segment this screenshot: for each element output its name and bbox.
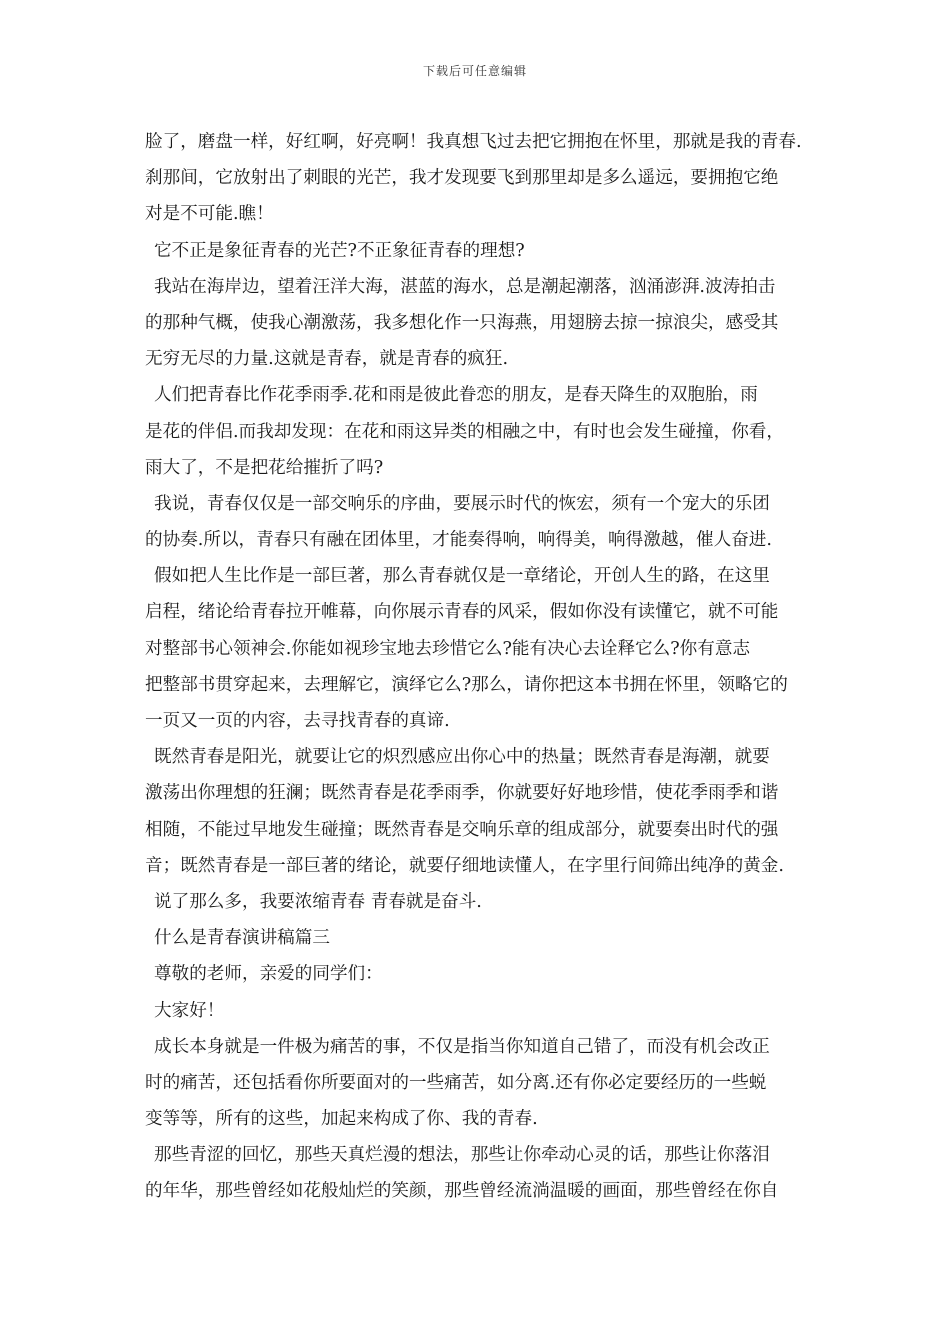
text-line: 相随，不能过早地发生碰撞；既然青春是交响乐章的组成部分，就要奏出时代的强 [145, 819, 779, 840]
page-header: 下载后可任意编辑 [422, 64, 527, 78]
text-line: 的那种气概，使我心潮激荡，我多想化作一只海燕，用翅膀去掠一掠浪尖，感受其 [145, 312, 779, 333]
text-line: 激荡出你理想的狂澜；既然青春是花季雨季，你就要好好地珍惜，使花季雨季和谐 [145, 783, 779, 804]
text-line: 刹那间，它放射出了刺眼的光芒，我才发现要飞到那里却是多么遥远，要拥抱它绝 [145, 168, 779, 189]
document-body [145, 124, 813, 1210]
text-line: 雨大了，不是把花给摧折了吗? [145, 457, 384, 478]
text-line: 时的痛苦，还包括看你所要面对的一些痛苦，如分离.还有你必定要经历的一些蜕 [145, 1072, 767, 1093]
text-line: 那些青涩的回忆，那些天真烂漫的想法，那些让你牵动心灵的话，那些让你落泪 [154, 1145, 770, 1166]
text-line: 脸了，磨盘一样，好红啊，好亮啊！我真想飞过去把它拥抱在怀里，那就是我的青春. [145, 132, 802, 152]
text-line: 启程，绪论给青春拉开帷幕，向你展示青春的风采，假如你没有读懂它，就不可能 [145, 602, 779, 623]
text-line: 无穷无尽的力量.这就是青春，就是青春的疯狂. [145, 349, 509, 370]
text-line: 假如把人生比作是一部巨著，那么青春就仅是一章绪论，开创人生的路，在这里 [154, 566, 770, 587]
text-line: 我说，青春仅仅是一部交响乐的序曲，要展示时代的恢宏，须有一个宠大的乐团 [154, 493, 770, 514]
text-line: 对整部书心领神会.你能如视珍宝地去珍惜它么?能有决心去诠释它么?你有意志 [145, 638, 751, 659]
text-line: 它不正是象征青春的光芒?不正象征青春的理想? [154, 240, 525, 261]
text-line: 我站在海岸边，望着汪洋大海，湛蓝的海水，总是潮起潮落，汹涌澎湃.波涛拍击 [154, 276, 776, 297]
text-line: 人们把青春比作花季雨季.花和雨是彼此眷恋的朋友，是春天降生的双胞胎，雨 [154, 385, 758, 406]
text-line: 既然青春是阳光，就要让它的炽烈感应出你心中的热量；既然青春是海潮，就要 [154, 747, 770, 768]
text-line: 一页又一页的内容，去寻找青春的真谛. [145, 711, 450, 731]
greeting: 大家好！ [154, 1000, 225, 1021]
salutation: 尊敬的老师，亲爱的同学们： [154, 964, 383, 985]
text-line: 音；既然青春是一部巨著的绪论，就要仔细地读懂人，在字里行间筛出纯净的黄金. [145, 855, 784, 876]
text-line: 的年华，那些曾经如花般灿烂的笑颜，那些曾经流淌温暖的画面，那些曾经在你自 [145, 1181, 779, 1202]
text-line: 成长本身就是一件极为痛苦的事，不仅是指当你知道自己错了，而没有机会改正 [154, 1036, 770, 1057]
text-line: 对是不可能.瞧！ [145, 204, 274, 225]
text-line: 是花的伴侣.而我却发现：在花和雨这异类的相融之中，有时也会发生碰撞，你看， [145, 421, 784, 442]
text-line: 的协奏.所以，青春只有融在团体里，才能奏得响，响得美，响得激越，催人奋进. [145, 530, 772, 551]
text-line: 说了那么多，我要浓缩青春 青春就是奋斗. [154, 891, 482, 912]
text-line: 把整部书贯穿起来，去理解它，演绎它么?那么，请你把这本书拥在怀里，领略它的 [145, 674, 788, 695]
text-line: 变等等，所有的这些，加起来构成了你、我的青春. [145, 1109, 538, 1130]
section-title: 什么是青春演讲稿篇三 [154, 928, 330, 949]
